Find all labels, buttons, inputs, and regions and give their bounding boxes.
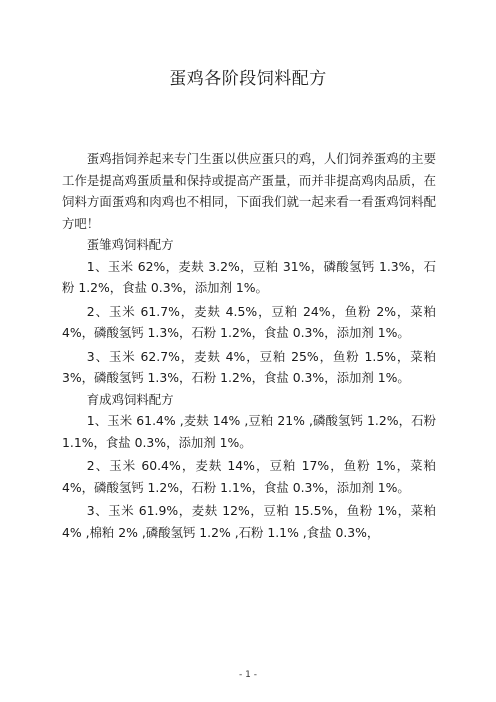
intro-paragraph: 蛋鸡指饲养起来专门生蛋以供应蛋只的鸡，人们饲养蛋鸡的主要工作是提高鸡蛋质量和保持或提高产蛋量，而并非提高鸡肉品质，在饲料方面蛋鸡和肉鸡也不相同，下面我们就一起来看一看蛋鸡饲料配方吧！ bbox=[62, 151, 436, 231]
document-body bbox=[62, 148, 436, 543]
formula-item: 3、玉米 62.7%，麦麸 4%，豆粕 25%，鱼粉 1.5%，菜粕 3%，磷酸氢钙 1.3%，石粉 1.2%，食盐 0.3%，添加剂 1%。 bbox=[62, 348, 436, 385]
section-heading: 育成鸡饲料配方 bbox=[86, 391, 174, 407]
page-number: - 1 - bbox=[239, 670, 257, 680]
formula-item: 1、玉米 61.4% ,麦麸 14% ,豆粕 21% ,磷酸氢钙 1.2%，石粉 1.1%，食盐 0.3%，添加剂 1%。 bbox=[62, 413, 436, 450]
formula-item: 2、玉米 61.7%，麦麸 4.5%，豆粕 24%，鱼粉 2%，菜粕 4%，磷酸氢钙 1.3%，石粉 1.2%，食盐 0.3%，添加剂 1%。 bbox=[62, 303, 436, 340]
formula-item: 3、玉米 61.9%，麦麸 12%，豆粕 15.5%，鱼粉 1%，菜粕 4% ,棉粕 2% ,磷酸氢钙 1.2% ,石粉 1.1% ,食盐 0.3%， bbox=[62, 503, 436, 540]
section-heading: 蛋雏鸡饲料配方 bbox=[86, 237, 174, 252]
formula-item: 1、玉米 62%，麦麸 3.2%，豆粕 31%，磷酸氢钙 1.3%，石粉 1.2%，食盐 0.3%，添加剂 1%。 bbox=[62, 258, 436, 295]
formula-item: 2、玉米 60.4%，麦麸 14%，豆粕 17%，鱼粉 1%，菜粕 4%，磷酸氢钙 1.2%，石粉 1.1%，食盐 0.3%，添加剂 1%。 bbox=[62, 458, 436, 495]
document-title: 蛋鸡各阶段饲料配方 bbox=[169, 69, 327, 89]
